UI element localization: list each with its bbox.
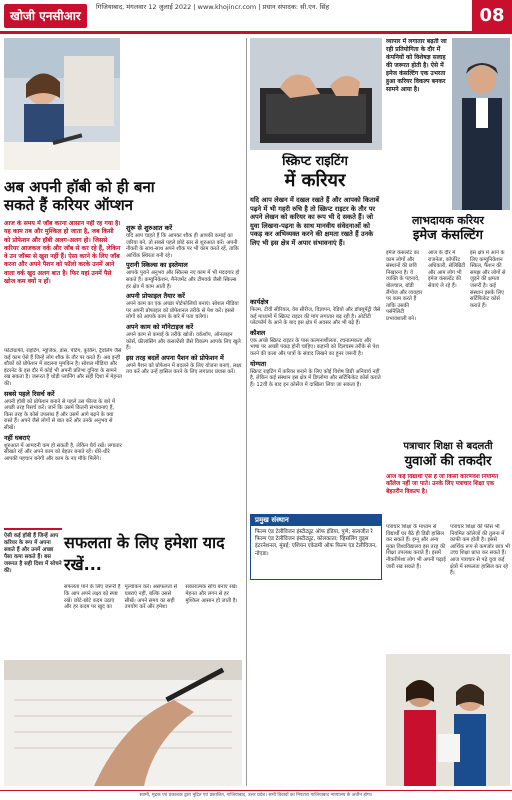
hobby-col2-para3: अपने काम का एक अच्छा पोर्टफोलियो बनाएं। सोशल मीडिया पर अपनी प्रोफाइल को प्रोफेशनल तरीके से पेश करें। इससे लोगों को आपके काम के बारे में पता चलेगा। <box>126 301 239 321</box>
imprint-footer: स्वामी, मुद्रक एवं प्रकाशक द्वारा मुद्रित एवं प्रकाशित, गाजियाबाद, उत्तर प्रदेश। सभी विवादों का निपटारा गाजियाबाद न्यायालय के अधीन होगा। <box>0 790 512 800</box>
hobby-col2-subhead5: इस तरह बदलें अपना पैशन को प्रोफेशन में <box>126 353 224 362</box>
hobby-col2-subhead3: अपनी प्रोफाइल तैयार करें <box>126 292 185 301</box>
hobby-col1-para2: अपनी हॉबी को प्रोफेशन बनाने से पहले उस फील्ड के बारे में अच्छी तरह रिसर्च करें। जानें कि उसमें कितनी संभावनाएं हैं, किस तरह के कोर्स उपलब्ध हैं और उसमें आगे बढ़ने के क्या रास्ते हैं। अपने जैसे लोगों से बात करें और उनके अनुभव से सीखें। <box>4 398 116 431</box>
scriptwriting-subhead1: कार्यक्षेत्र <box>250 298 269 306</box>
masthead-meta: गिजियाबाद, मंगलवार 12 जुलाई 2022 | www.khojincr.com | प्रधान संपादक: सी.एन. सिंह <box>96 3 330 11</box>
scriptwriting-para3: स्क्रिप्ट राइटिंग में करियर बनाने के लिए कोई विशेष डिग्री अनिवार्य नहीं है, लेकिन कई संस्थान इस क्षेत्र में डिप्लोमा और सर्टिफिकेट कोर्स कराते हैं। 12वीं के बाद इन कोर्सेज में दाखिला लिया जा सकता है। <box>250 368 381 388</box>
scriptwriting-headline-big: में करियर <box>284 170 346 191</box>
success-text: सफलता पाने के लिए जरूरी है कि आप अपने लक्ष्य को स्पष्ट रखें। छोटे-छोटे कदम उठाएं और हर कदम पर खुद का मूल्यांकन करें। असफलता से घबराएं नहीं, बल्कि उससे सीखें। अपने समय का सही उपयोग करें और हमेशा सकारात्मक सोच बनाए रखें। मेहनत और लगन से हर मुश्किल आसान हो जाती है। <box>64 584 238 611</box>
consulting-col-3: इस क्षेत्र में आने के लिए कम्युनिकेशन स्किल, फैशन की समझ और लोगों से जुड़ने की क्षमता जरूरी है। कई संस्थान इसके लिए सर्टिफिकेट कोर्स कराते हैं। <box>470 250 506 309</box>
students-photo <box>386 654 510 786</box>
consulting-photo <box>452 38 510 210</box>
institutes-box-text: फिल्म एंड टेलीविजन इंस्टीट्यूट ऑफ इंडिया, पुणे; सत्यजीत रे फिल्म एंड टेलीविजन इंस्टीट्यूट, कोलकाता; व्हिसलिंग वुड्स इंटरनेशनल, मुंबई; एशियन एकेडमी ऑफ फिल्म एंड टेलीविजन, नोएडा। <box>255 529 377 557</box>
students-image <box>386 654 510 786</box>
consulting-intro: व्यापार में लगातार बढ़ती जा रही प्रतियोगिता के दौर में कंपनियों को विशेषज्ञ सलाह की जरूरत होती है। ऐसे में इमेज कंसल्टिंग एक उभरता हुआ करियर विकल्प बनकर सामने आया है। <box>386 38 447 93</box>
correspondence-headline-line2: युवाओं की तकदीर <box>404 454 492 469</box>
hobby-lede: आज के समय में जॉब करना आसान नहीं रह गया है। यह काम तब और मुश्किल हो जाता है, जब किसी को प्रोफेशन और हॉबी अलग-अलग हो। जिससे करियर आजकल वर्क और जॉब से कर रहे हैं, लेकिन वे उन जॉब्स से खुश नहीं हैं। ऐसा करने के लिए जॉब करना और अपने पैशन को फॉलो करके उनमें आने वाला वर्क खुद अलग बात है। फिर यहां उनमें पैसे खोज कम क्यों न हों। <box>4 220 121 286</box>
hobby-col2-para1: यदि आप चाहते हैं कि आपका शौक ही आपकी कमाई का जरिया बने, तो सबसे पहले छोटे स्तर से शुरुआत करें। अपनी नौकरी के साथ-साथ अपने शौक पर भी काम करते रहें, ताकि आर्थिक स्थिरता बनी रहे। <box>126 233 239 259</box>
hobby-headline <box>4 178 244 214</box>
woman-writing-image <box>4 38 120 170</box>
scriptwriting-body <box>250 296 382 510</box>
correspondence-text-1: पत्राचार शिक्षा के माध्यम से विद्यार्थी घर बैठे ही डिग्री हासिल कर सकते हैं। इग्नू और अन्य मुक्त विश्वविद्यालय इस तरह की शिक्षा उपलब्ध कराते हैं। इसमें नौकरीपेशा लोग भी अपनी पढ़ाई जारी रख सकते हैं। <box>386 524 446 570</box>
hobby-col2-para5: अपने पैशन को प्रोफेशन में बदलने के लिए योजना बनाएं, लक्ष्य तय करें और उन्हें हासिल करने के लिए लगातार प्रयास करें। <box>126 362 242 376</box>
typing-image <box>250 38 382 150</box>
hobby-headline-line2: सकते हैं करियर ऑप्शन <box>4 196 134 214</box>
consulting-headline-line2: इमेज कंसल्टिंग <box>412 228 483 243</box>
scriptwriting-lede: यदि आप लेखन में दखल रखते हैं और आपको किताबें पढ़ने में भी गहरी रुचि है तो स्क्रिप्ट राइटर के तौर पर अपने लेखन को करियर का रूप भी दे सकते हैं। जो युवा लिखना-पढ़ना के साथ मानवीय संवेदनाओं को पकड़ कर अभिव्यक्त करने की क्षमता रखते हैं उनके लिए भी इस क्षेत्र में अपार संभावनाएं हैं। <box>250 196 380 247</box>
hobby-column-1 <box>4 348 122 524</box>
hobby-col1-para1: फोटोग्राफी, राइटिंग, म्यूजिक, डांस, पेंटिंग, कुकिंग, ट्रैवलिंग जैसे कई काम ऐसे हैं जिन्हें लोग शौक के तौर पर करते हैं। अब इन्हीं शौकों को प्रोफेशन में बदलना मुमकिन है। सोशल मीडिया और इंटरनेट के इस दौर में कोई भी अपनी प्रतिभा दुनिया के सामने रख सकता है। जरूरत है थोड़ी प्लानिंग और सही दिशा में मेहनत की। <box>4 348 122 387</box>
scriptwriting-subhead3: योग्यता <box>250 359 267 368</box>
correspondence-headline-line1: पत्राचार शिक्षा से बदलती <box>403 441 493 452</box>
correspondence-headline <box>386 440 510 470</box>
correspondence-lede: आज कई विद्यार्थी ऐसे हैं जो किसी कारणवश नियमित कॉलेज नहीं जा पाते। उनके लिए पत्राचार शिक्षा एक बेहतरीन विकल्प है। <box>386 474 499 495</box>
institutes-box <box>250 514 382 580</box>
hobby-col2-subhead4: अपने काम को मॉनेटाइज करें <box>126 322 194 331</box>
pullquote-box <box>4 528 62 618</box>
success-headline: सफलता के लिए हमेशा याद रखें... <box>64 533 225 574</box>
consulting-col-1: इमेज कंसल्टेंट का काम लोगों और संस्थानों की छवि निखारना है। वे व्यक्ति के पहनावे, बोलचाल, बॉडी लैंग्वेज और व्यवहार पर काम करते हैं ताकि उसकी पर्सनैलिटी प्रभावशाली बने। <box>386 250 423 322</box>
page-number: 08 <box>472 0 512 31</box>
success-photo <box>4 660 242 786</box>
hobby-col2-para4: अपने काम से कमाई के तरीके खोजें। वर्कशॉप, ऑनलाइन कोर्स, फ्रीलांसिंग और कंसल्टेंसी जैसे विकल्प आपके लिए खुले हैं। <box>126 331 241 352</box>
hobby-col1-subhead2: नहीं घबराएं <box>4 433 31 442</box>
column-divider <box>246 38 247 786</box>
masthead <box>0 0 512 34</box>
consulting-headline <box>386 214 510 244</box>
scriptwriting-para1: फिल्म, टीवी सीरियल, वेब सीरीज, विज्ञापन, रेडियो और डॉक्यूमेंट्री जैसे कई माध्यमों में स्क्रिप्ट राइटर की मांग लगातार बढ़ रही है। ओटीटी प्लेटफॉर्म के आने के बाद इस क्षेत्र में अवसर और भी बढ़े हैं। <box>250 307 381 327</box>
hobby-column-2 <box>126 222 242 524</box>
hand-writing-image <box>4 660 242 786</box>
hobby-photo <box>4 38 120 170</box>
hobby-headline-line1: अब अपनी हॉबी को ही बना <box>4 178 155 196</box>
pullquote-text: ऐसी कई हॉबी हैं जिन्हें आप करियर के रूप में अपना सकते हैं और उनमें अच्छा पैसा कमा सकते हैं। बस जरूरत है सही दिशा में सोचने की। <box>4 533 62 574</box>
scriptwriting-photo <box>250 38 382 150</box>
hobby-col2-subhead1: शुरू से शुरुआत करें <box>126 224 173 232</box>
scriptwriting-headline-small: स्क्रिप्ट राइटिंग <box>282 154 348 169</box>
scriptwriting-para2: एक अच्छे स्क्रिप्ट राइटर के पास कल्पनाशीलता, रचनात्मकता और भाषा पर अच्छी पकड़ होनी चाहिए। कहानी को दिलचस्प तरीके से पेश करने की कला और पात्रों के संवाद लिखने का हुनर जरूरी है। <box>250 337 379 357</box>
consulting-headline-line1: लाभदायक करियर <box>411 214 485 227</box>
hobby-col2-para2: आपके पुराने अनुभव और स्किल्स नए काम में भी मददगार हो सकते हैं। कम्युनिकेशन, मैनेजमेंट और टीमवर्क जैसी स्किल्स हर क्षेत्र में काम आती हैं। <box>126 270 240 290</box>
scriptwriting-subhead2: कौशल <box>250 328 266 337</box>
consultant-image <box>452 38 510 210</box>
hobby-col2-subhead2: पुरानी स्किल्स का इस्तेमाल <box>126 261 188 270</box>
institutes-box-title: प्रमुख संस्थान <box>251 515 381 526</box>
hobby-col1-subhead1: सबसे पहले रिसर्च करें <box>4 389 55 398</box>
scriptwriting-headline <box>250 154 380 192</box>
correspondence-text-2: पत्राचार शिक्षा की फीस भी नियमित कॉलेजों की तुलना में काफी कम होती है। इससे आर्थिक रूप से कमजोर छात्र भी उच्च शिक्षा प्राप्त कर सकते हैं। आज पत्राचार से पढ़े युवा कई क्षेत्रों में सफलता हासिल कर रहे हैं। <box>450 524 510 577</box>
brand-logo: खोजी एनसीआर <box>4 4 87 28</box>
consulting-col-2: आज के दौर में राजनेता, कॉर्पोरेट अधिकारी, सेलिब्रिटी और आम लोग भी इमेज कंसल्टेंट की सेवाएं ले रहे हैं। <box>428 250 466 289</box>
hobby-col1-para3: शुरुआत में आमदनी कम हो सकती है, लेकिन धैर्य रखें। लगातार सीखते रहें और अपने काम को बेहतर बनाते रहें। धीरे-धीरे आपकी पहचान बनेगी और काम के नए मौके मिलेंगे। <box>4 442 122 462</box>
